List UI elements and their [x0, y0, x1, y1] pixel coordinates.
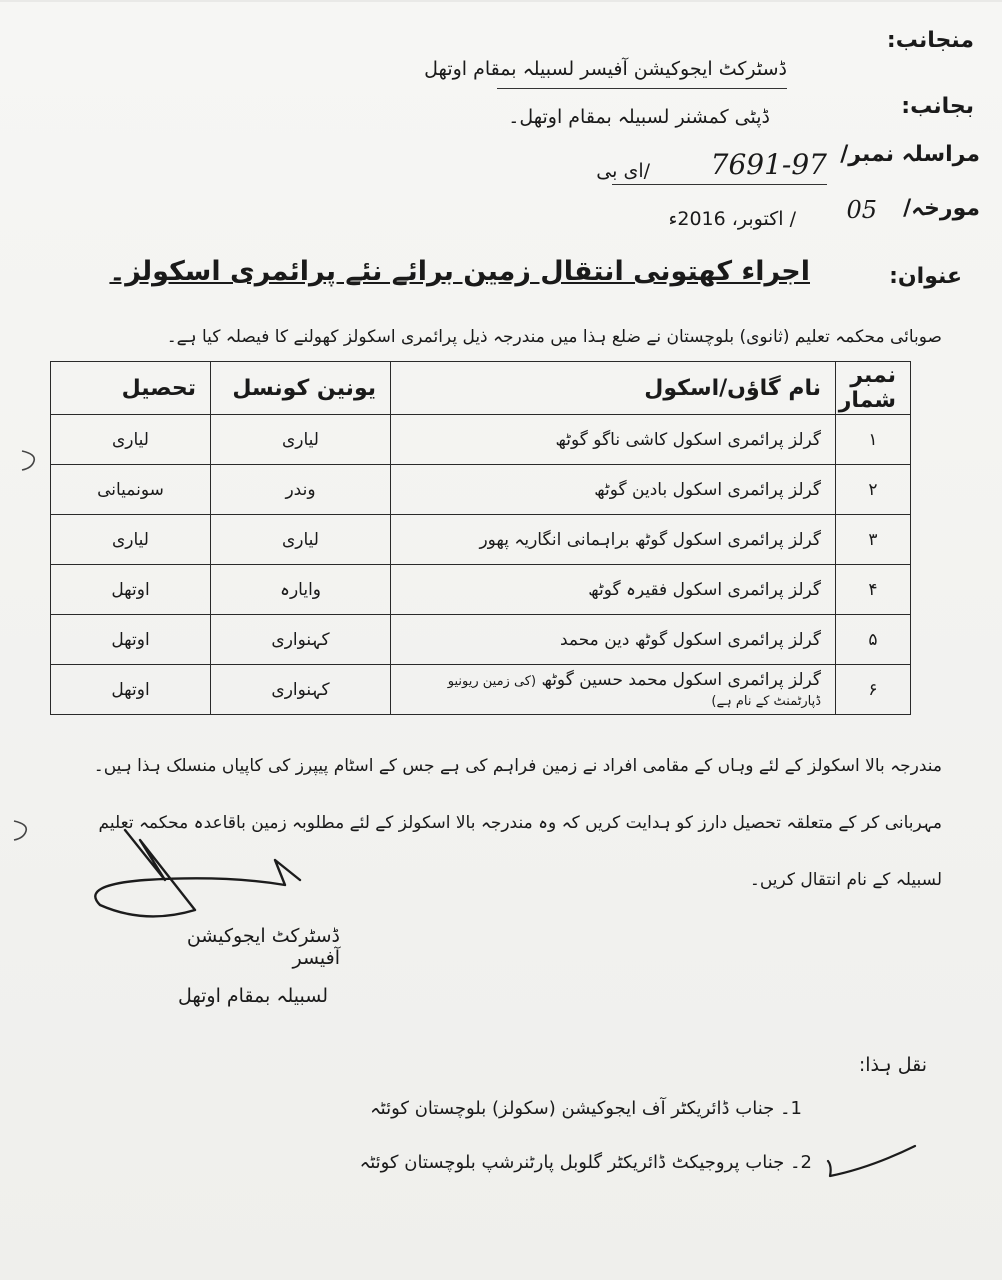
tick-mark-icon	[820, 1136, 920, 1181]
copy-recipient-2: 2۔ جناب پروجیکٹ ڈائریکٹر گلوبل پارٹنرشپ بلوچستان کوئٹہ	[359, 1152, 812, 1173]
row-school-name: گرلز پرائمری اسکول محمد حسین گوٹھ	[541, 669, 821, 690]
row-school-name: گرلز پرائمری اسکول فقیرہ گوٹھ	[588, 580, 821, 600]
table-row	[51, 515, 911, 565]
row-serial: ۱	[836, 415, 911, 465]
table-header-row	[51, 362, 911, 415]
row-school	[391, 515, 836, 565]
row-school-name: گرلز پرائمری اسکول بادین گوٹھ	[594, 479, 821, 500]
row-tehsil: اوتھل	[51, 665, 211, 715]
reference-label: مراسلہ نمبر/	[840, 142, 980, 167]
intro-text: صوبائی محکمہ تعلیم (ثانوی) بلوچستان نے ضلع ہذا میں مندرجہ ذیل پرائمری اسکولز کھولنے کا فیصلہ کیا ہے۔	[166, 327, 942, 347]
header-school: نام گاؤں/اسکول	[391, 362, 836, 415]
from-value: ڈسٹرکٹ ایجوکیشن آفیسر لسبیلہ بمقام اوتھل	[424, 58, 787, 80]
signature-place: لسبیلہ بمقام اوتھل	[177, 985, 328, 1007]
row-tehsil: سونمیانی	[51, 465, 211, 515]
subject-label: عنوان:	[889, 264, 962, 289]
table-row	[51, 415, 911, 465]
row-school	[391, 415, 836, 465]
row-school-note: (کی زمین ریونیو ڈپارٹمنٹ کے نام ہے)	[447, 673, 821, 709]
row-council: کہنواری	[211, 615, 391, 665]
date-label: مورخہ/	[903, 196, 980, 221]
signature-title: ڈسٹرکٹ ایجوکیشن آفیسر	[186, 925, 340, 969]
scan-edge	[0, 0, 1002, 2]
subject-value: اجراء کھتونی انتقال زمین برائے نئے پرائمری اسکولز۔	[109, 256, 810, 287]
row-school-name: گرلز پرائمری اسکول گوٹھ براہمانی انگاریہ پھور	[479, 530, 821, 550]
row-tehsil: اوتھل	[51, 565, 211, 615]
reference-suffix: /ای بی	[596, 160, 650, 182]
schools-table	[50, 361, 911, 715]
signature-mark-icon	[85, 825, 315, 935]
row-serial: ۲	[836, 465, 911, 515]
header-union-council: یونین کونسل	[211, 362, 391, 415]
row-council: وایارہ	[211, 565, 391, 615]
row-school-name: گرلز پرائمری اسکول گوٹھ دین محمد	[559, 629, 821, 650]
row-school	[391, 465, 836, 515]
copy-to-label: نقل ہذا:	[858, 1054, 927, 1076]
row-tehsil: لیاری	[51, 515, 211, 565]
row-serial: ۴	[836, 565, 911, 615]
to-label: بجانب:	[901, 94, 974, 119]
row-school	[391, 565, 836, 615]
table-row	[51, 465, 911, 515]
table-row	[51, 615, 911, 665]
binder-hole-icon	[18, 448, 40, 474]
date-month-year: / اکتوبر، 2016ء	[668, 208, 796, 230]
row-school	[391, 665, 836, 715]
row-serial: ۵	[836, 615, 911, 665]
row-tehsil: لیاری	[51, 415, 211, 465]
row-council: کہنواری	[211, 665, 391, 715]
table-row	[51, 565, 911, 615]
table-row	[51, 665, 911, 715]
header-tehsil: تحصیل	[51, 362, 211, 415]
row-serial: ۳	[836, 515, 911, 565]
row-tehsil: اوتھل	[51, 615, 211, 665]
from-underline	[497, 88, 787, 89]
body-paragraph: مندرجہ بالا اسکولز کے لئے وہاں کے مقامی افراد نے زمین فراہم کی ہے جس کے اسٹام پیپرز کی کاپیاں منسلک ہذا ہیں۔ مہربانی کر کے متعلقہ تحصیل دارز کو ہدایت کریں کہ وہ مندرجہ بالا اسکولز کے لئے مطلوبہ زمین باقاعدہ محکمہ تعلیم لسبیلہ کے نام انتقال کریں۔	[93, 756, 942, 890]
row-council: لیاری	[211, 415, 391, 465]
row-council: وندر	[211, 465, 391, 515]
row-school-name: گرلز پرائمری اسکول کاشی ناگو گوٹھ	[555, 429, 821, 450]
binder-hole-icon	[10, 818, 32, 844]
copy-recipient-1: 1۔ جناب ڈائریکٹر آف ایجوکیشن (سکولز) بلوچستان کوئٹہ	[370, 1098, 802, 1119]
row-school	[391, 615, 836, 665]
row-council: لیاری	[211, 515, 391, 565]
date-day: 05	[846, 196, 877, 224]
row-serial: ۶	[836, 665, 911, 715]
to-value: ڈپٹی کمشنر لسبیلہ بمقام اوتھل۔	[508, 106, 770, 128]
reference-number: 7691-97	[710, 148, 827, 181]
header-serial: نمبر شمار	[836, 362, 911, 415]
from-label: منجانب:	[886, 28, 974, 53]
reference-underline	[612, 184, 827, 185]
